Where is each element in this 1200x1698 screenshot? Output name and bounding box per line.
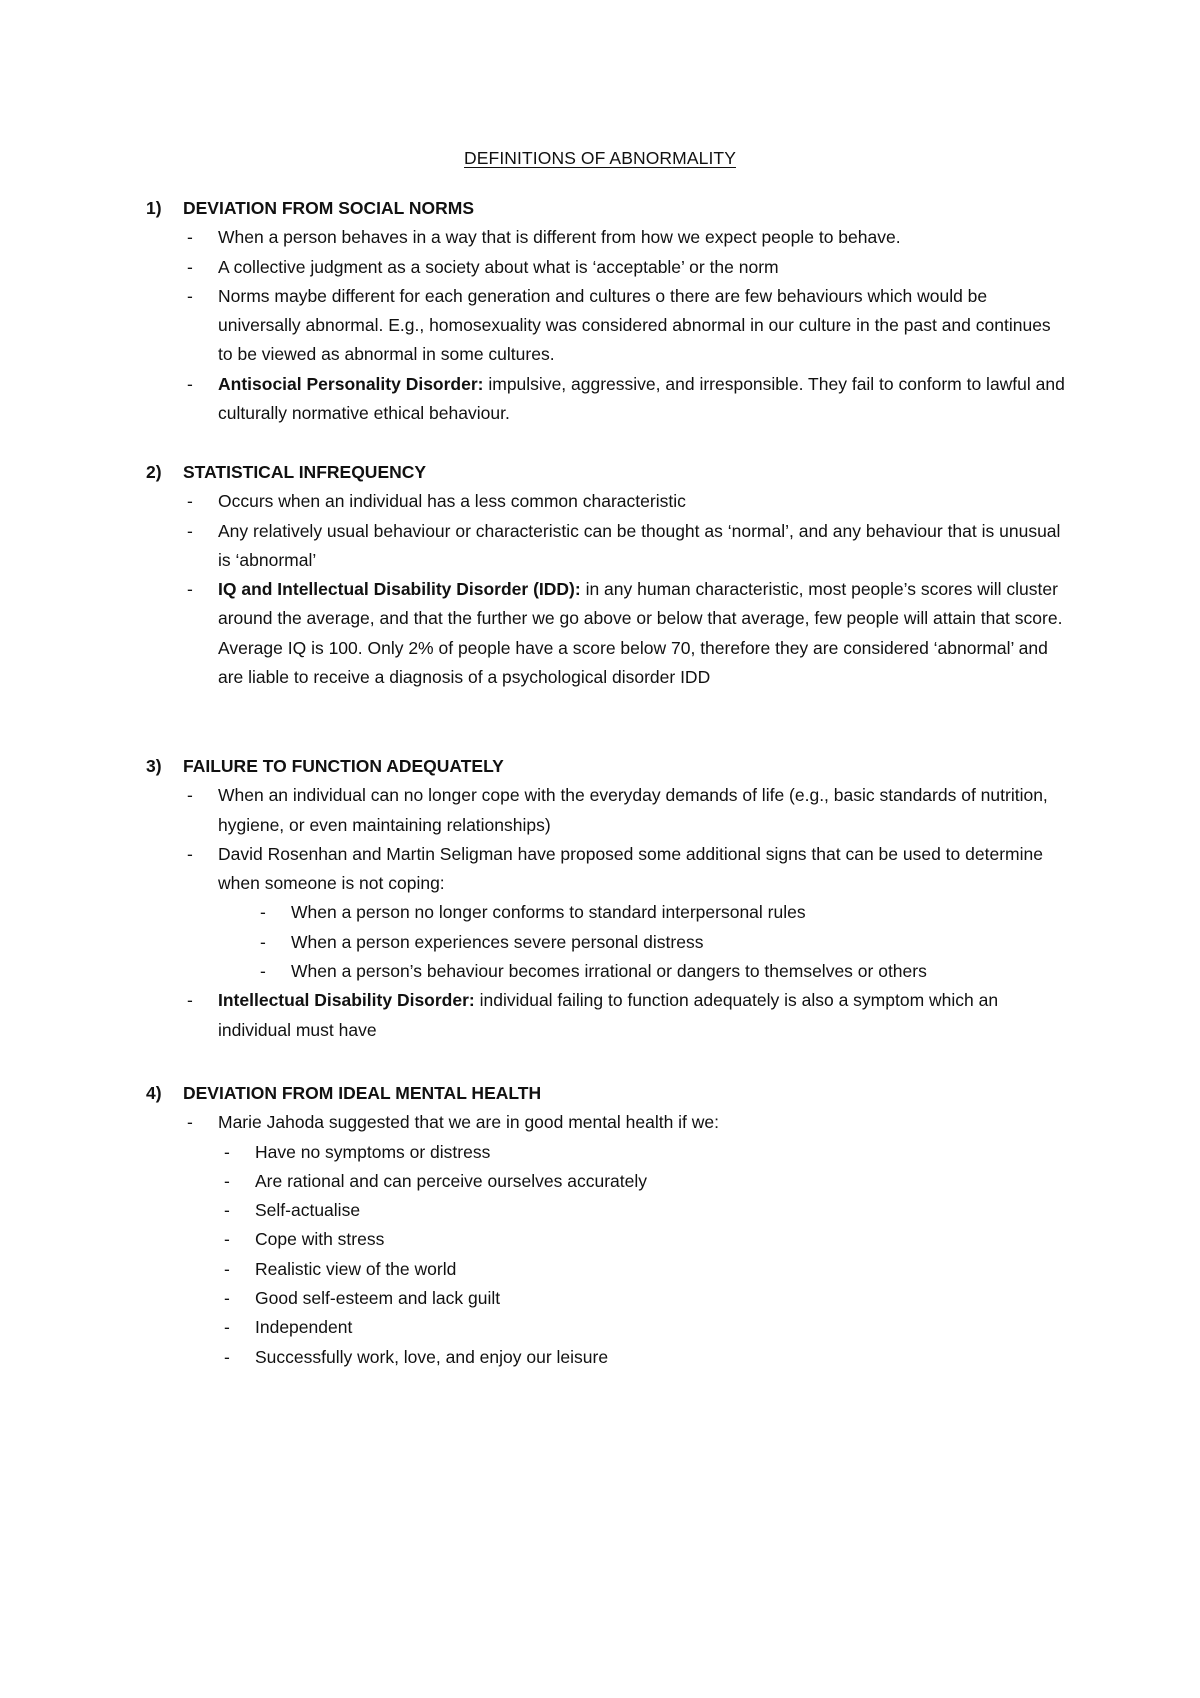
bullet-marker: - [224, 1317, 230, 1338]
list-item-text: Good self-esteem and lack guilt [255, 1288, 501, 1309]
list-item-text: When a person no longer conforms to standard interpersonal rules [291, 902, 806, 923]
list-item-text: Are rational and can perceive ourselves accurately [255, 1170, 648, 1191]
list-item [146, 370, 1066, 429]
bullet-marker: - [260, 931, 266, 952]
bullet-marker: - [224, 1258, 230, 1279]
list-item-text: Occurs when an individual has a less common characteristic [218, 491, 686, 512]
bullet-marker: - [187, 785, 193, 806]
list-item [146, 1108, 1066, 1137]
bullet-marker: - [187, 285, 193, 306]
section-heading [146, 752, 1066, 781]
bullet-marker: - [187, 1112, 193, 1133]
list-item-text: Have no symptoms or distress [255, 1141, 491, 1162]
section-deviation-from-ideal-mental-health [146, 1079, 1066, 1372]
list-item-text: David Rosenhan and Martin Seligman have proposed some additional signs that can be used to determine when someone is not coping: [218, 843, 1043, 894]
bullet-marker: - [260, 961, 266, 982]
bullet-marker: - [224, 1200, 230, 1221]
list-item-text: A collective judgment as a society about what is ‘acceptable’ or the norm [218, 256, 779, 277]
document-title: DEFINITIONS OF ABNORMALITY [464, 148, 736, 168]
sub-list-item [146, 1284, 1066, 1313]
list-item-text: When a person behaves in a way that is different from how we expect people to behave. [218, 227, 901, 248]
bullet-marker: - [187, 256, 193, 277]
sub-list-item [146, 1225, 1066, 1254]
term-label: Antisocial Personality Disorder: [218, 373, 484, 394]
list-item-text: Norms maybe different for each generation and cultures o there are few behaviours which would be universally abnormal. E.g., homosexuality was considered abnormal in our culture in the past and continues to be viewed as abnormal in some cultures. [218, 285, 1051, 365]
list-item-text: Any relatively usual behaviour or characteristic can be thought as ‘normal’, and any behaviour that is unusual is ‘abnormal’ [218, 520, 1061, 570]
list-item-text: When an individual can no longer cope with the everyday demands of life (e.g., basic standards of nutrition, hygiene, or even maintaining relationships) [218, 785, 1048, 835]
sub-list-item [146, 928, 1066, 957]
section-heading [146, 1079, 1066, 1108]
list-item-text: When a person’s behaviour becomes irrational or dangers to themselves or others [291, 961, 927, 982]
list-item-text: When a person experiences severe personal distress [291, 931, 704, 952]
bullet-marker: - [224, 1141, 230, 1162]
bullet-marker: - [224, 1170, 230, 1191]
sub-list-item [146, 1343, 1066, 1372]
list-item-text: Self-actualise [255, 1200, 361, 1221]
section-title: STATISTICAL INFREQUENCY [183, 462, 427, 482]
list-item [146, 840, 1066, 899]
section-number: 1) [146, 198, 162, 218]
bullet-marker: - [224, 1346, 230, 1367]
bullet-marker: - [187, 491, 193, 512]
section-deviation-from-social-norms [146, 194, 1066, 428]
term-label: Intellectual Disability Disorder: [218, 990, 475, 1011]
bullet-marker: - [187, 373, 193, 394]
section-title: FAILURE TO FUNCTION ADEQUATELY [183, 756, 504, 776]
list-item [146, 487, 1066, 516]
sub-list-item [146, 1138, 1066, 1167]
list-item [146, 282, 1066, 370]
list-item-text: Realistic view of the world [255, 1258, 457, 1279]
sub-list-item [146, 1167, 1066, 1196]
sub-list-item [146, 957, 1066, 986]
term-label: IQ and Intellectual Disability Disorder (IDD): [218, 579, 581, 600]
section-statistical-infrequency [146, 458, 1066, 692]
section-heading [146, 194, 1066, 223]
list-item-text: individual failing to function adequately is also a symptom which an individual must have [218, 990, 999, 1040]
bullet-marker: - [187, 843, 193, 864]
list-item [146, 253, 1066, 282]
section-title: DEVIATION FROM SOCIAL NORMS [183, 198, 475, 218]
list-item-text: Cope with stress [255, 1229, 385, 1250]
list-item-text: Successfully work, love, and enjoy our leisure [255, 1346, 609, 1367]
bullet-marker: - [187, 227, 193, 248]
section-number: 3) [146, 756, 162, 776]
section-number: 4) [146, 1083, 162, 1103]
sub-list-item [146, 1313, 1066, 1342]
bullet-marker: - [187, 579, 193, 600]
bullet-marker: - [224, 1288, 230, 1309]
bullet-marker: - [224, 1229, 230, 1250]
section-heading [146, 458, 1066, 487]
bullet-marker: - [260, 902, 266, 923]
list-item [146, 517, 1066, 576]
list-item-text: in any human characteristic, most people’s scores will cluster around the average, and that the further we go above or below that average, few people will attain that score. Average IQ is 100. Only 2% of people have a score below 70, therefore they are considered ‘abnormal’ and are liable to receive a diagnosis of a psychological disorder IDD [218, 579, 1063, 688]
sub-list-item [146, 898, 1066, 927]
list-item-text: Independent [255, 1317, 353, 1338]
list-item [146, 986, 1066, 1045]
list-item-text: impulsive, aggressive, and irresponsible. They fail to conform to lawful and culturally normative ethical behaviour. [218, 373, 1065, 424]
list-item-text: Marie Jahoda suggested that we are in good mental health if we: [218, 1112, 720, 1133]
section-title: DEVIATION FROM IDEAL MENTAL HEALTH [183, 1083, 542, 1103]
section-number: 2) [146, 462, 162, 482]
list-item [146, 223, 1066, 252]
list-item [146, 575, 1066, 692]
section-failure-to-function-adequately [146, 752, 1066, 1045]
list-item [146, 781, 1066, 840]
sub-list-item [146, 1255, 1066, 1284]
bullet-marker: - [187, 520, 193, 541]
bullet-marker: - [187, 990, 193, 1011]
sub-list-item [146, 1196, 1066, 1225]
